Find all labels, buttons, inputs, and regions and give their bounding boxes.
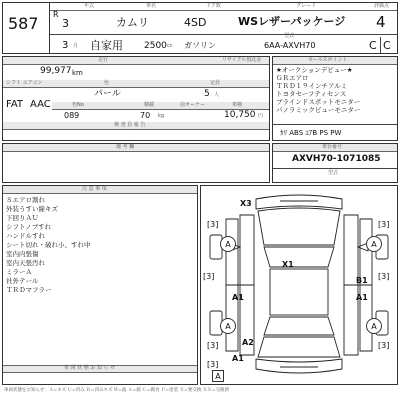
- label-color-no: 色No: [72, 102, 84, 108]
- label-history: 検 査 員 報 告: [114, 122, 146, 128]
- color-code-suffix: 70: [140, 111, 151, 120]
- bracket-value: 3: [206, 272, 212, 281]
- footer-text: 車両状態をお知らせ：Ａ=キズ Ｕ=凹み Ｂ=凹みキズ Ｗ=波 Ｓ=錆 Ｃ=腐食 Ｐ=塗装 Ｘ=要交換 ＸＸ=交換済: [4, 388, 230, 393]
- mark-a1-bottom: A1: [232, 354, 244, 363]
- bracket-left-mid: [3]: [203, 272, 215, 281]
- usage-value: 自家用: [90, 39, 123, 52]
- mark-a-right-low: A: [366, 318, 382, 334]
- score-value: 4: [376, 13, 386, 31]
- selling-point-1: ＧＲエアロ: [276, 74, 309, 82]
- bracket-value: 3: [210, 341, 216, 350]
- bracket-right-top: [3]: [378, 220, 390, 229]
- recycle-unit: 円: [258, 113, 264, 119]
- top-label-row: [50, 3, 397, 11]
- bracket-value: 3: [210, 220, 216, 229]
- equipment-text: ｶﾘ ABS ｴｱB PS PW: [280, 129, 342, 137]
- aircon: AAC: [30, 99, 51, 110]
- capacity-value: 5: [204, 89, 210, 99]
- mark-a-right-top: A: [366, 236, 382, 252]
- mileage-unit: km: [72, 69, 83, 77]
- inspector-item-2: 下回りＡＵ: [6, 214, 39, 222]
- bracket-left-top: [3]: [207, 220, 219, 229]
- label-load: 積載: [144, 102, 155, 108]
- inspector-item-3: シフトノブすれ: [6, 223, 52, 231]
- bracket-left-low: [3]: [207, 341, 219, 350]
- inspector-item-8: ミラーＡ: [6, 268, 32, 276]
- mark-a-bottom: A: [212, 370, 224, 382]
- year-value: 3: [62, 17, 69, 30]
- bracket-value: 3: [210, 360, 216, 369]
- transmission: FAT: [6, 99, 24, 110]
- chassis-divider: [273, 168, 397, 169]
- mark-b1-right: B1: [356, 276, 368, 285]
- inspector-item-7: 室内天張汚れ: [6, 259, 45, 267]
- chassis-number: AXVH70-1071085: [292, 154, 381, 164]
- inspector-item-6: 室内内張傷: [6, 250, 39, 258]
- grade-value: WSレザーパッケージ: [238, 15, 346, 28]
- mark-a-left-low: A: [220, 318, 236, 334]
- inspector-item-10: ＴＲＤマフラー: [6, 286, 52, 294]
- mileage-value: 99,977: [40, 66, 72, 76]
- month-unit: 月: [73, 43, 79, 49]
- color-code: 089: [64, 111, 80, 120]
- exterior-grade: C: [383, 39, 391, 52]
- bracket-value: 3: [381, 341, 387, 350]
- interior-grade: C: [369, 39, 377, 52]
- equipment-divider: [273, 124, 397, 125]
- color-header: [3, 80, 269, 88]
- label-grade: グレード: [296, 3, 317, 9]
- inspector-item-4: ハンドルすれ: [6, 232, 45, 240]
- load-unit: kg: [158, 113, 165, 119]
- mark-a1-right: A1: [356, 293, 368, 302]
- rank-label: R: [53, 10, 59, 19]
- mark-a1-left-mid: A1: [232, 293, 244, 302]
- bracket-value: 3: [381, 272, 387, 281]
- label-car-name: 車名: [146, 3, 157, 9]
- label-color: 色: [104, 80, 110, 86]
- chassis-label: 車台番号: [322, 144, 343, 150]
- label-trans: シフト エアコン: [6, 80, 43, 86]
- header-divider: [50, 34, 397, 35]
- mark-x3: X3: [240, 199, 252, 208]
- selling-point-3: トヨタセーフティセンス: [276, 90, 347, 98]
- selling-point-0: ★オークションデビュー★: [276, 66, 353, 74]
- notes-header: [3, 144, 269, 152]
- notes-label: 備 考 欄: [116, 144, 135, 150]
- fuel-value: ガソリン: [184, 41, 216, 50]
- inspector-item-0: Ｓエアロ割れ: [6, 196, 45, 204]
- selling-point-4: ブラインドスポットモニター: [276, 98, 361, 106]
- mark-a2-bottom: A2: [242, 338, 254, 347]
- car-name: カムリ: [116, 16, 149, 29]
- grade-divider: [380, 37, 381, 53]
- recycle-fee: 10,750: [224, 110, 256, 120]
- model-code: 6AA-AXVH70: [264, 41, 316, 50]
- mark-a-left-top: A: [220, 236, 236, 252]
- lot-number: 587: [8, 14, 39, 33]
- inspector-item-9: 社外テール: [6, 277, 39, 285]
- bracket-value: 3: [381, 220, 387, 229]
- inspector-bottom-label: 車 両 状 態 お 知 ら せ: [64, 365, 116, 371]
- car-diagram: [200, 185, 398, 385]
- selling-point-2: ＴＲＤ１９インチアルミ: [276, 82, 348, 90]
- label-inspection: 車検: [232, 102, 243, 108]
- displacement-value: 2500: [144, 41, 167, 51]
- label-capacity: 定員: [210, 80, 221, 86]
- label-model-code: 型式: [284, 33, 295, 39]
- label-score: 評価点: [374, 3, 390, 9]
- inspector-title: 注 意 事 項: [82, 186, 107, 192]
- label-mileage: 走行: [98, 57, 109, 63]
- bracket-right-mid: [3]: [378, 272, 390, 281]
- mark-x1: X1: [282, 260, 294, 269]
- label-year: 年式: [84, 3, 95, 9]
- inspector-item-1: 外装うすい線キズ: [6, 205, 58, 213]
- inspector-item-5: シート切れ・破れ小、すれ中: [6, 241, 91, 249]
- color-value: パール: [94, 89, 121, 99]
- selling-point-5: パノラミックビューモニター: [276, 106, 361, 114]
- bracket-right-low: [3]: [378, 341, 390, 350]
- month-value: 3: [62, 40, 69, 51]
- selling-points-title: セールスポイント: [308, 57, 348, 63]
- label-doors: ドア数: [206, 3, 221, 9]
- bracket-bottom: [3]: [207, 360, 219, 369]
- body-type: 4SD: [184, 16, 207, 29]
- chassis-sub-label: 型式: [328, 170, 339, 176]
- label-recycle: リサイクル預託金: [222, 57, 262, 63]
- capacity-unit: 人: [214, 92, 220, 98]
- displacement-unit: cc: [167, 43, 173, 49]
- label-prev: 前オーナー: [180, 102, 206, 108]
